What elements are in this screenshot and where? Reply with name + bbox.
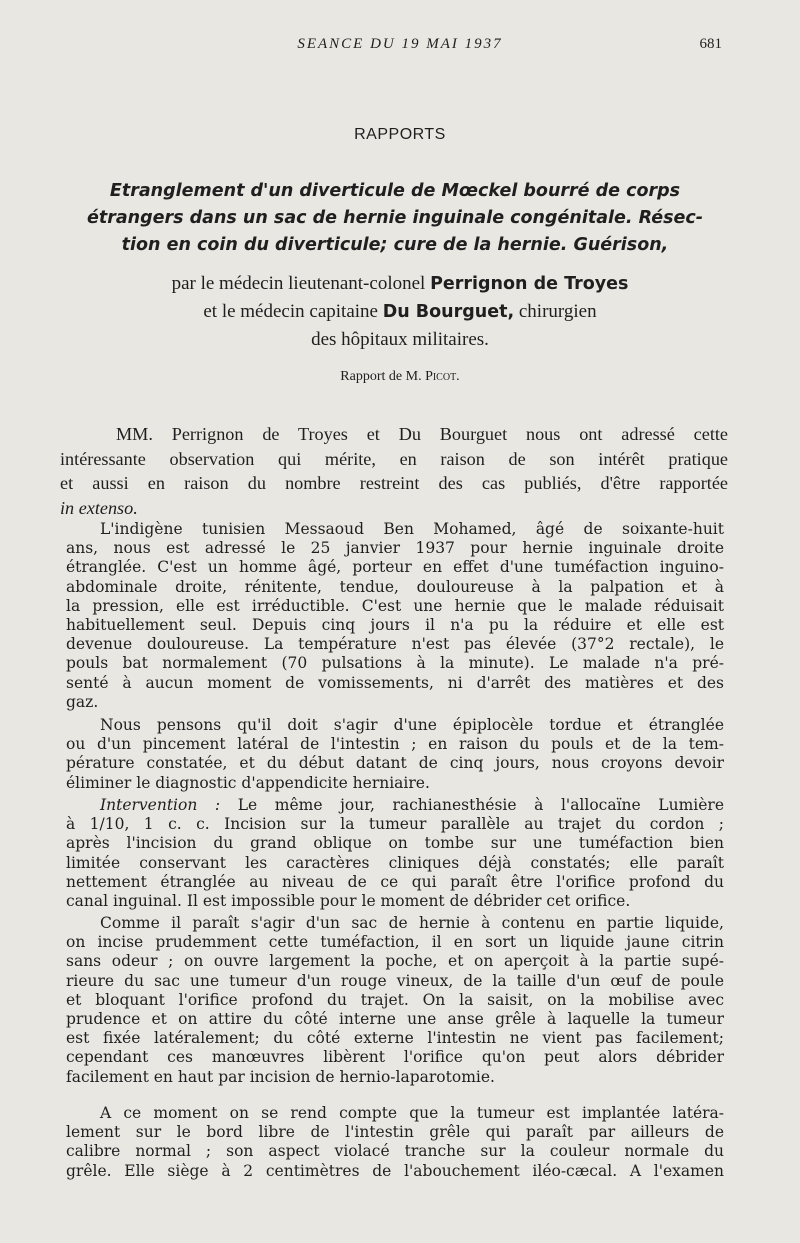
text-line: prudence et on attire du côté interne une anse grêle à laquelle la tumeur	[66, 1010, 724, 1029]
report-prefix: Rapport de M.	[340, 369, 422, 384]
text-line: nettement étranglée au niveau de ce qui paraît être l'orifice profond du	[66, 872, 724, 891]
text-line: Comme il paraît s'agir d'un sac de hernie à contenu en partie liquide,	[100, 914, 724, 932]
text-line: facilement en haut par incision de hernio-laparotomie.	[66, 1067, 495, 1086]
paragraph-diagnosis	[66, 716, 724, 793]
article-title	[60, 178, 730, 259]
authors-line-3: des hôpitaux militaires.	[311, 329, 489, 350]
text-line: et aussi en raison du nombre restreint des cas publiés, d'être rapportée	[60, 473, 728, 493]
text-line: limitée conservant les caractères cliniques déjà constatés; elle paraît	[66, 853, 724, 872]
authors-line-1	[100, 270, 700, 298]
paragraph-intervention	[66, 796, 724, 911]
running-title: SEANCE DU 19 MAI 1937	[297, 36, 503, 52]
paragraph-case	[66, 520, 724, 712]
text-line: grêle. Elle siège à 2 centimètres de l'abouchement iléo-cæcal. A l'examen	[66, 1161, 724, 1180]
text-line: devenue douloureuse. La température n'est pas élevée (37°2 rectale), le	[66, 635, 724, 654]
reporter-name: Picot.	[425, 369, 460, 384]
text-line: abdominale droite, rénitente, tendue, douloureuse à la palpation et à	[66, 577, 724, 596]
intervention-first-line: Le même jour, rachianesthésie à l'allocaïne Lumière	[237, 796, 724, 814]
text-line	[66, 796, 724, 815]
text-line: et bloquant l'orifice profond du trajet. On la saisit, on la mobilise avec	[66, 990, 724, 1009]
text-line: calibre normal ; son aspect violacé tranche sur la couleur normale du	[66, 1142, 724, 1161]
authors-prefix-2: et le médecin capitaine	[203, 301, 378, 322]
text-line: pouls bat normalement (70 pulsations à la minute). Le malade n'a pré-	[66, 654, 724, 673]
authors-prefix-1: par le médecin lieutenant-colonel	[171, 273, 426, 294]
text-line: après l'incision du grand oblique on tombe sur une tuméfaction bien	[66, 834, 724, 853]
text-line: intéressante observation qui mérite, en raison de son intérêt pratique	[60, 448, 728, 469]
text-line: éliminer le diagnostic d'appendicite herniaire.	[66, 773, 430, 792]
report-byline	[0, 369, 800, 385]
text-line: senté à aucun moment de vomissements, ni d'arrêt des matières et des	[66, 673, 724, 692]
text-line: rieure du sac une tumeur d'un rouge vineux, de la taille d'un œuf de poule	[66, 971, 724, 990]
text-line: lement sur le bord libre de l'intestin grêle qui paraît par ailleurs de	[66, 1123, 724, 1142]
intervention-label: Intervention :	[100, 796, 221, 814]
title-line: tion en coin du diverticule; cure de la hernie. Guérison,	[121, 235, 669, 255]
author-name-1: Perrignon de Troyes	[430, 274, 629, 294]
text-line: on incise prudemment cette tuméfaction, il en sort un liquide jaune citrin	[66, 933, 724, 952]
text-line: gaz.	[66, 692, 99, 711]
text-line: canal inguinal. Il est impossible pour le moment de débrider cet orifice.	[66, 892, 631, 911]
text-line: L'indigène tunisien Messaoud Ben Mohamed, âgé de soixante-huit	[100, 520, 724, 538]
paragraph-incision	[66, 914, 724, 1087]
text-line: habituellement seul. Depuis cinq jours il n'a pu la réduire et elle est	[66, 616, 724, 635]
page-number: 681	[699, 36, 722, 52]
text-line: A ce moment on se rend compte que la tumeur est implantée latéra-	[100, 1104, 724, 1122]
title-line: étrangers dans un sac de hernie inguinale congénitale. Résec-	[86, 208, 704, 228]
text-line: ou d'un pincement latéral de l'intestin ; en raison du pouls et de la tem-	[66, 735, 724, 754]
text-line: est fixée latéralement; du côté externe l'intestin ne vient pas facilement;	[66, 1029, 724, 1048]
text-line: in extenso.	[60, 497, 138, 518]
text-line: la pression, elle est irréductible. C'est une hernie que le malade réduisait	[66, 596, 724, 615]
text-line: sans odeur ; on ouvre largement la poche, et on aperçoit à la partie supé-	[66, 952, 724, 971]
author-name-2: Du Bourguet,	[382, 302, 515, 322]
text-line: Nous pensons qu'il doit s'agir d'une épiplocèle tordue et étranglée	[100, 716, 724, 734]
text-line: étranglée. C'est un homme âgé, porteur en effet d'une tuméfaction inguino-	[66, 558, 724, 577]
text-line: MM. Perrignon de Troyes et Du Bourguet nous ont adressé cette	[116, 424, 728, 444]
section-heading: RAPPORTS	[354, 126, 446, 143]
paragraph-findings	[66, 1104, 724, 1181]
text-line: pérature constatée, et du début datant de cinq jours, nous croyons devoir	[66, 754, 724, 773]
text-line: ans, nous est adressé le 25 janvier 1937 pour hernie inguinale droite	[66, 539, 724, 558]
authors-block	[100, 270, 700, 354]
title-line: Etranglement d'un diverticule de Mœckel bourré de corps	[109, 181, 681, 201]
authors-line-2	[100, 298, 700, 326]
text-line: cependant ces manœuvres libèrent l'orifice qu'on peut alors débrider	[66, 1048, 724, 1067]
intro-paragraph	[60, 422, 728, 520]
running-header	[0, 36, 800, 56]
authors-suffix-2: chirurgien	[518, 301, 597, 322]
text-line: à 1/10, 1 c. c. Incision sur la tumeur parallèle au trajet du cordon ;	[66, 815, 724, 834]
